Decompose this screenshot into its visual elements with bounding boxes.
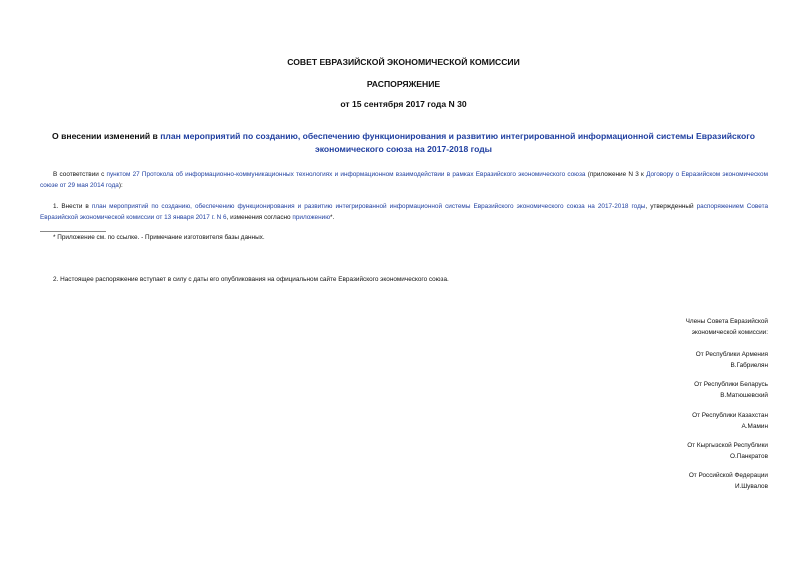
signature-name: А.Мамин	[741, 423, 768, 430]
plan-link-title[interactable]: план мероприятий по созданию, обеспечению функционирования и развитию интегрированной информационной системы Евразийского экономического союза на 2017-2018 годы	[160, 131, 755, 154]
signature-block-armenia	[696, 349, 768, 371]
signature-country: От Республики Казахстан	[692, 412, 768, 419]
protocol-link[interactable]: пунктом 27 Протокола об информационно-коммуникационных технологиях и информационном взаимодействии в рамках Евразийского экономического союза	[106, 171, 586, 178]
paragraph-preamble	[40, 170, 768, 191]
document-title	[40, 130, 767, 156]
signature-block-kyrgyzstan	[687, 440, 768, 462]
appendix-link[interactable]: приложению	[292, 213, 330, 221]
preamble-text-3: ):	[118, 181, 123, 189]
paragraph-item-1	[40, 202, 768, 223]
signature-name: В.Матюшевский	[720, 392, 768, 399]
signature-block-kazakhstan	[692, 410, 768, 432]
preamble-text-1: В соответствии с	[53, 171, 107, 178]
item1-text-1: 1. Внести в	[53, 203, 92, 210]
signature-country: От Республики Армения	[695, 351, 768, 358]
order-link[interactable]: распоряжением Совета Евразийской экономической комиссии от 13 января 2017 г. N 6	[40, 203, 769, 221]
document-type-heading: РАСПОРЯЖЕНИЕ	[366, 79, 441, 89]
item1-text-3: , изменения согласно	[226, 213, 293, 221]
footnote: * Приложение см. по ссылке. - Примечание изготовителя базы данных.	[53, 234, 265, 241]
treaty-link[interactable]: Договору о Евразийском экономическом союзе от 29 мая 2014 года	[40, 171, 769, 189]
signature-name: В.Габриелян	[730, 362, 768, 369]
signatures-intro-line-1: Члены Совета Евразийской	[685, 318, 768, 325]
signatures-intro-line-2: экономической комиссии:	[691, 329, 768, 336]
preamble-text-2: (приложение N 3 к	[585, 171, 647, 178]
footnote-divider	[40, 231, 106, 232]
item1-text-2: , утвержденный	[645, 203, 697, 210]
date-number-heading: от 15 сентября 2017 года N 30	[340, 99, 467, 109]
signature-name: И.Шувалов	[734, 483, 768, 490]
item1-text-4: *.	[330, 213, 335, 221]
signature-country: От Республики Беларусь	[694, 381, 768, 388]
plan-link-body[interactable]: план мероприятий по созданию, обеспечению функционирования и развитию интегрированной информационной системы Евразийского экономического союза на 2017-2018 годы	[91, 203, 646, 210]
signatures-intro	[686, 316, 768, 338]
signature-country: От Российской Федерации	[688, 472, 768, 479]
organization-heading: СОВЕТ ЕВРАЗИЙСКОЙ ЭКОНОМИЧЕСКОЙ КОМИССИИ	[287, 57, 520, 67]
signature-block-russia	[689, 470, 768, 492]
paragraph-item-2: 2. Настоящее распоряжение вступает в силу с даты его опубликования на официальном сайте Евразийского экономического союза.	[53, 276, 449, 283]
signature-country: От Кыргызской Республики	[687, 442, 768, 449]
signature-block-belarus	[694, 379, 768, 401]
signature-name: О.Панкратов	[730, 453, 768, 460]
title-prefix: О внесении изменений в	[52, 131, 161, 141]
